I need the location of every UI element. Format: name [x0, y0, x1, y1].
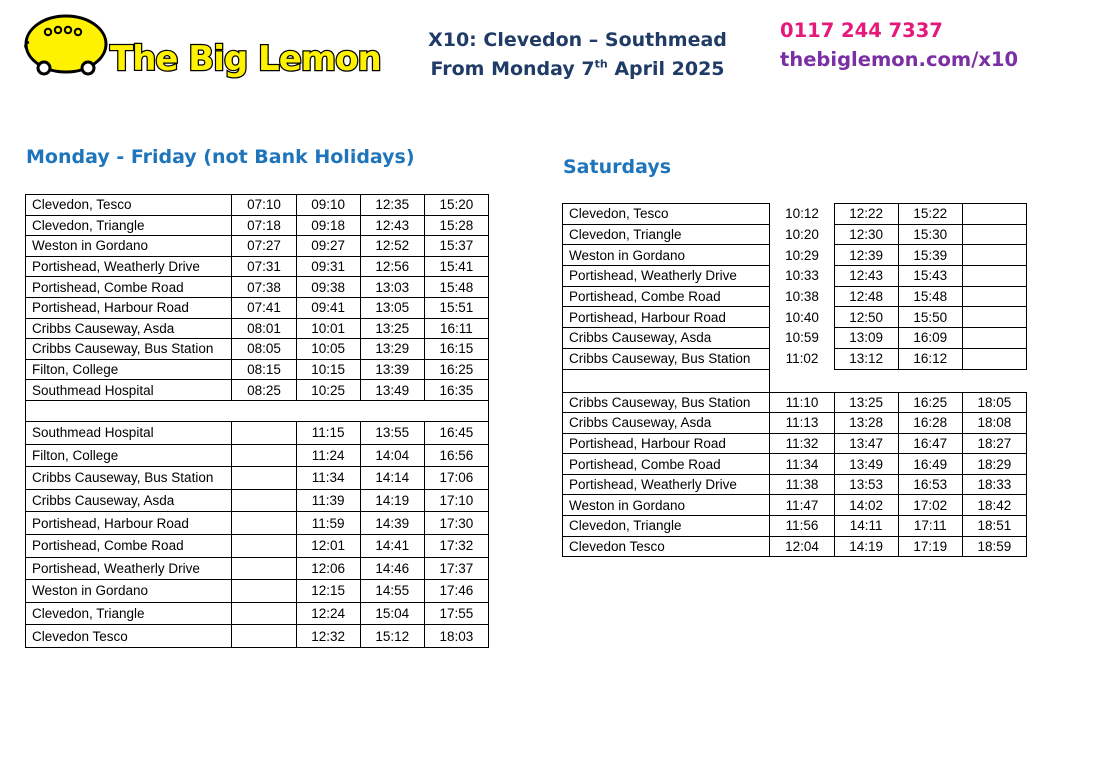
departure-time: 08:25: [232, 380, 296, 401]
departure-time: 16:25: [898, 392, 962, 413]
table-row: [26, 467, 489, 490]
departure-time: 17:19: [898, 536, 962, 557]
table-row: [563, 495, 1027, 516]
departure-time: 07:27: [232, 236, 296, 257]
effective-date: From Monday 7th April 2025: [430, 57, 725, 80]
separator-row: [563, 369, 1027, 392]
departure-time: 15:39: [898, 245, 962, 266]
stop-name: Portishead, Harbour Road: [563, 307, 770, 328]
departure-time: 12:56: [360, 256, 424, 277]
departure-time: 11:24: [296, 444, 360, 467]
departure-time: [962, 348, 1026, 369]
departure-time: [962, 307, 1026, 328]
departure-time: 14:41: [360, 534, 424, 557]
departure-time: 17:32: [424, 534, 488, 557]
table-row: [563, 245, 1027, 266]
stop-name: Portishead, Combe Road: [26, 277, 232, 298]
departure-time: 16:15: [424, 339, 488, 360]
table-row: [26, 380, 489, 401]
stop-name: Portishead, Harbour Road: [563, 433, 770, 454]
stop-name: Weston in Gordano: [26, 580, 232, 603]
departure-time: 16:56: [424, 444, 488, 467]
departure-time: 07:10: [232, 195, 296, 216]
departure-time: 15:12: [360, 625, 424, 648]
departure-time: 13:09: [834, 328, 898, 349]
departure-time: [962, 328, 1026, 349]
departure-time: 12:30: [834, 224, 898, 245]
departure-time: 14:19: [834, 536, 898, 557]
departure-time: 09:41: [296, 297, 360, 318]
departure-time: 16:47: [898, 433, 962, 454]
departure-time: 15:20: [424, 195, 488, 216]
departure-time: 16:11: [424, 318, 488, 339]
departure-time: 13:25: [834, 392, 898, 413]
stop-name: Weston in Gordano: [563, 245, 770, 266]
stop-name: Cribbs Causeway, Bus Station: [563, 392, 770, 413]
departure-time: 15:30: [898, 224, 962, 245]
departure-time: 10:05: [296, 339, 360, 360]
departure-time: 11:47: [770, 495, 834, 516]
departure-time: 14:46: [360, 557, 424, 580]
departure-time: 15:37: [424, 236, 488, 257]
stop-name: Clevedon Tesco: [563, 536, 770, 557]
table-row: [26, 256, 489, 277]
departure-time: 12:48: [834, 286, 898, 307]
stop-name: Clevedon, Tesco: [563, 204, 770, 225]
departure-time: 07:31: [232, 256, 296, 277]
departure-time: 14:11: [834, 516, 898, 537]
departure-time: 12:50: [834, 307, 898, 328]
stop-name: Portishead, Weatherly Drive: [563, 474, 770, 495]
departure-time: 18:29: [962, 454, 1026, 475]
departure-time: 16:45: [424, 421, 488, 444]
departure-time: [232, 489, 296, 512]
departure-time: 10:20: [770, 224, 834, 245]
table-row: [26, 580, 489, 603]
departure-time: 11:34: [770, 454, 834, 475]
table-row: [563, 392, 1027, 413]
departure-time: 15:50: [898, 307, 962, 328]
departure-time: 11:02: [770, 348, 834, 369]
separator-row: [26, 400, 489, 421]
departure-time: 08:05: [232, 339, 296, 360]
stop-name: Portishead, Harbour Road: [26, 512, 232, 535]
departure-time: 07:41: [232, 297, 296, 318]
departure-time: 10:01: [296, 318, 360, 339]
stop-name: Clevedon, Triangle: [26, 602, 232, 625]
departure-time: 07:18: [232, 215, 296, 236]
table-row: [26, 277, 489, 298]
departure-time: 18:51: [962, 516, 1026, 537]
stop-name: Portishead, Weatherly Drive: [26, 557, 232, 580]
departure-time: [232, 580, 296, 603]
departure-time: [232, 625, 296, 648]
table-row: [26, 625, 489, 648]
departure-time: 13:03: [360, 277, 424, 298]
departure-time: 10:33: [770, 266, 834, 287]
departure-time: 13:29: [360, 339, 424, 360]
lemon-bus-icon: [25, 16, 106, 74]
departure-time: 12:04: [770, 536, 834, 557]
table-row: [26, 318, 489, 339]
departure-time: [962, 286, 1026, 307]
departure-time: 08:01: [232, 318, 296, 339]
departure-time: 16:49: [898, 454, 962, 475]
table-row: [563, 224, 1027, 245]
svg-text:The Big Lemon: The Big Lemon: [110, 39, 381, 79]
stop-name: Portishead, Harbour Road: [26, 297, 232, 318]
departure-time: 13:49: [360, 380, 424, 401]
stop-name: Cribbs Causeway, Bus Station: [563, 348, 770, 369]
departure-time: 16:35: [424, 380, 488, 401]
table-row: [563, 536, 1027, 557]
departure-time: 16:09: [898, 328, 962, 349]
stop-name: Clevedon, Triangle: [563, 224, 770, 245]
stop-name: Southmead Hospital: [26, 421, 232, 444]
departure-time: 09:10: [296, 195, 360, 216]
departure-time: [232, 602, 296, 625]
departure-time: 10:12: [770, 204, 834, 225]
table-row: [563, 348, 1027, 369]
table-row: [563, 454, 1027, 475]
departure-time: 13:53: [834, 474, 898, 495]
departure-time: 17:10: [424, 489, 488, 512]
stop-name: Filton, College: [26, 444, 232, 467]
departure-time: 10:59: [770, 328, 834, 349]
phone-number: 0117 244 7337: [780, 19, 943, 42]
stop-name: Portishead, Combe Road: [26, 534, 232, 557]
departure-time: 11:15: [296, 421, 360, 444]
table-row: [563, 474, 1027, 495]
departure-time: 11:56: [770, 516, 834, 537]
departure-time: 15:28: [424, 215, 488, 236]
departure-time: 12:43: [360, 215, 424, 236]
website-link[interactable]: thebiglemon.com/x10: [780, 48, 1019, 71]
departure-time: 12:32: [296, 625, 360, 648]
saturday-heading: Saturdays: [563, 156, 672, 178]
table-row: [563, 204, 1027, 225]
departure-time: 11:59: [296, 512, 360, 535]
departure-time: 10:38: [770, 286, 834, 307]
departure-time: 13:47: [834, 433, 898, 454]
departure-time: 17:06: [424, 467, 488, 490]
stop-name: Clevedon Tesco: [26, 625, 232, 648]
departure-time: 15:22: [898, 204, 962, 225]
table-row: [563, 307, 1027, 328]
departure-time: 09:18: [296, 215, 360, 236]
departure-time: 18:05: [962, 392, 1026, 413]
big-lemon-logo: [24, 8, 381, 88]
departure-time: 14:39: [360, 512, 424, 535]
departure-time: 18:59: [962, 536, 1026, 557]
table-row: [563, 516, 1027, 537]
weekday-timetable: [25, 194, 489, 648]
departure-time: [962, 266, 1026, 287]
route-title: [400, 26, 755, 84]
departure-time: 17:02: [898, 495, 962, 516]
departure-time: 10:15: [296, 359, 360, 380]
departure-time: 12:06: [296, 557, 360, 580]
departure-time: 12:39: [834, 245, 898, 266]
departure-time: 16:28: [898, 413, 962, 434]
stop-name: Cribbs Causeway, Asda: [563, 328, 770, 349]
stop-name: Clevedon, Triangle: [26, 215, 232, 236]
departure-time: [232, 444, 296, 467]
table-row: [26, 421, 489, 444]
stop-name: Portishead, Weatherly Drive: [26, 256, 232, 277]
stop-name: Cribbs Causeway, Asda: [26, 318, 232, 339]
table-row: [563, 328, 1027, 349]
table-row: [26, 195, 489, 216]
departure-time: 14:02: [834, 495, 898, 516]
departure-time: 10:29: [770, 245, 834, 266]
departure-time: 12:35: [360, 195, 424, 216]
departure-time: 13:28: [834, 413, 898, 434]
table-row: [563, 413, 1027, 434]
table-row: [26, 602, 489, 625]
departure-time: [232, 534, 296, 557]
table-row: [563, 266, 1027, 287]
table-row: [563, 433, 1027, 454]
departure-time: 13:49: [834, 454, 898, 475]
departure-time: 15:51: [424, 297, 488, 318]
departure-time: 15:43: [898, 266, 962, 287]
departure-time: 11:32: [770, 433, 834, 454]
stop-name: Weston in Gordano: [563, 495, 770, 516]
departure-time: 11:13: [770, 413, 834, 434]
departure-time: 17:46: [424, 580, 488, 603]
departure-time: 12:01: [296, 534, 360, 557]
departure-time: 14:04: [360, 444, 424, 467]
table-row: [26, 557, 489, 580]
departure-time: [962, 224, 1026, 245]
departure-time: 11:10: [770, 392, 834, 413]
departure-time: 11:34: [296, 467, 360, 490]
departure-time: 14:19: [360, 489, 424, 512]
route-name: X10: Clevedon – Southmead: [428, 29, 727, 51]
departure-time: 18:42: [962, 495, 1026, 516]
stop-name: Clevedon, Triangle: [563, 516, 770, 537]
stop-name: Portishead, Combe Road: [563, 454, 770, 475]
table-row: [26, 444, 489, 467]
table-row: [563, 286, 1027, 307]
departure-time: 13:05: [360, 297, 424, 318]
departure-time: [232, 421, 296, 444]
table-row: [26, 339, 489, 360]
departure-time: 14:55: [360, 580, 424, 603]
departure-time: [232, 467, 296, 490]
departure-time: 12:43: [834, 266, 898, 287]
departure-time: 13:39: [360, 359, 424, 380]
table-row: [26, 236, 489, 257]
departure-time: 12:52: [360, 236, 424, 257]
departure-time: [962, 204, 1026, 225]
stop-name: Cribbs Causeway, Bus Station: [26, 339, 232, 360]
departure-time: 17:11: [898, 516, 962, 537]
departure-time: 10:40: [770, 307, 834, 328]
departure-time: 11:38: [770, 474, 834, 495]
departure-time: 09:27: [296, 236, 360, 257]
saturday-timetable: [562, 203, 1027, 557]
stop-name: Portishead, Combe Road: [563, 286, 770, 307]
departure-time: 12:24: [296, 602, 360, 625]
departure-time: 15:41: [424, 256, 488, 277]
departure-time: 17:55: [424, 602, 488, 625]
stop-name: Cribbs Causeway, Asda: [26, 489, 232, 512]
departure-time: 17:37: [424, 557, 488, 580]
departure-time: 15:04: [360, 602, 424, 625]
departure-time: 13:25: [360, 318, 424, 339]
stop-name: Clevedon, Tesco: [26, 195, 232, 216]
departure-time: 10:25: [296, 380, 360, 401]
departure-time: 11:39: [296, 489, 360, 512]
departure-time: 14:14: [360, 467, 424, 490]
departure-time: 15:48: [898, 286, 962, 307]
departure-time: 16:53: [898, 474, 962, 495]
stop-name: Portishead, Weatherly Drive: [563, 266, 770, 287]
table-row: [26, 359, 489, 380]
departure-time: 18:27: [962, 433, 1026, 454]
table-row: [26, 297, 489, 318]
stop-name: Cribbs Causeway, Bus Station: [26, 467, 232, 490]
table-row: [26, 512, 489, 535]
departure-time: 08:15: [232, 359, 296, 380]
departure-time: 18:08: [962, 413, 1026, 434]
departure-time: 13:55: [360, 421, 424, 444]
departure-time: 09:38: [296, 277, 360, 298]
table-row: [26, 215, 489, 236]
departure-time: 12:22: [834, 204, 898, 225]
departure-time: [962, 245, 1026, 266]
departure-time: 18:33: [962, 474, 1026, 495]
table-row: [26, 489, 489, 512]
stop-name: Filton, College: [26, 359, 232, 380]
departure-time: 16:25: [424, 359, 488, 380]
departure-time: 12:15: [296, 580, 360, 603]
stop-name: Weston in Gordano: [26, 236, 232, 257]
departure-time: 18:03: [424, 625, 488, 648]
departure-time: [232, 512, 296, 535]
weekday-heading: Monday - Friday (not Bank Holidays): [26, 146, 415, 168]
departure-time: [232, 557, 296, 580]
departure-time: 16:12: [898, 348, 962, 369]
contact-block: [780, 16, 1018, 74]
departure-time: 15:48: [424, 277, 488, 298]
stop-name: Southmead Hospital: [26, 380, 232, 401]
table-row: [26, 534, 489, 557]
departure-time: 07:38: [232, 277, 296, 298]
departure-time: 09:31: [296, 256, 360, 277]
departure-time: 13:12: [834, 348, 898, 369]
stop-name: Cribbs Causeway, Asda: [563, 413, 770, 434]
departure-time: 17:30: [424, 512, 488, 535]
